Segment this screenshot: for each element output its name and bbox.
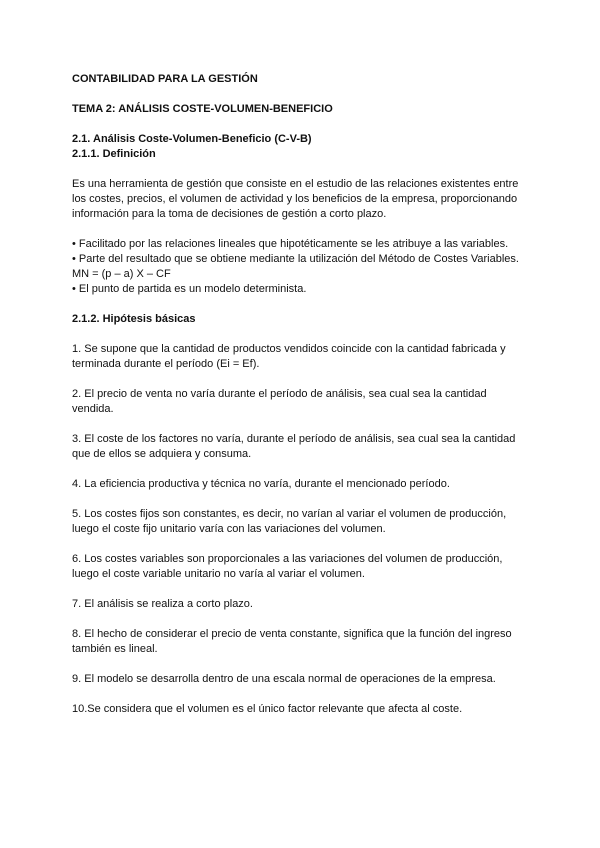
hypothesis-line: 8. El hecho de considerar el precio de venta constante, significa que la función del ingreso xyxy=(72,628,512,640)
hypothesis-line: 2. El precio de venta no varía durante el período de análisis, sea cual sea la cantidad xyxy=(72,388,487,400)
hypothesis-item xyxy=(72,552,532,582)
formula-line: MN = (p – a) X – CF xyxy=(72,268,171,280)
hypothesis-item xyxy=(72,342,532,372)
hypothesis-line: vendida. xyxy=(72,403,114,415)
hypothesis-line: 5. Los costes fijos son constantes, es decir, no varían al variar el volumen de producción, xyxy=(72,508,507,520)
hypothesis-item xyxy=(72,507,532,537)
hypothesis-line: 9. El modelo se desarrolla dentro de una escala normal de operaciones de la empresa. xyxy=(72,673,496,685)
hypothesis-line: 4. La eficiencia productiva y técnica no varía, durante el mencionado período. xyxy=(72,478,450,490)
hypothesis-line: 7. El análisis se realiza a corto plazo. xyxy=(72,598,253,610)
topic-title: TEMA 2: ANÁLISIS COSTE-VOLUMEN-BENEFICIO xyxy=(72,103,333,115)
hypothesis-item xyxy=(72,477,532,492)
hypothesis-item xyxy=(72,432,532,462)
hypothesis-line: 10.Se considera que el volumen es el único factor relevante que afecta al coste. xyxy=(72,703,463,715)
course-title: CONTABILIDAD PARA LA GESTIÓN xyxy=(72,73,258,85)
hypothesis-line: 6. Los costes variables son proporcionales a las variaciones del volumen de producción, xyxy=(72,553,503,565)
hypothesis-line: 3. El coste de los factores no varía, durante el período de análisis, sea cual sea la cantidad xyxy=(72,433,516,445)
definition-line: los costes, precios, el volumen de actividad y los beneficios de la empresa, proporcionando xyxy=(72,193,518,205)
hypothesis-line: que de ellos se adquiera y consuma. xyxy=(72,448,252,460)
definition-bullets xyxy=(72,237,532,297)
hypothesis-item xyxy=(72,387,532,417)
section-title: 2.1. Análisis Coste-Volumen-Beneficio (C-V-B) xyxy=(72,133,312,145)
hypothesis-line: terminada durante el período (Ei = Ef). xyxy=(72,358,260,370)
definition-paragraph xyxy=(72,177,532,222)
bullet-item: • El punto de partida es un modelo determinista. xyxy=(72,283,307,295)
bullet-item: • Parte del resultado que se obtiene mediante la utilización del Método de Costes Variables. xyxy=(72,253,519,265)
subsection-hypotheses-title: 2.1.2. Hipótesis básicas xyxy=(72,313,196,325)
hypothesis-item xyxy=(72,672,532,687)
hypothesis-line: 1. Se supone que la cantidad de productos vendidos coincide con la cantidad fabricada y xyxy=(72,343,506,355)
hypothesis-item xyxy=(72,597,532,612)
definition-line: Es una herramienta de gestión que consiste en el estudio de las relaciones existentes entre xyxy=(72,178,519,190)
hypothesis-item xyxy=(72,702,532,717)
definition-line: información para la toma de decisiones de gestión a corto plazo. xyxy=(72,208,387,220)
bullet-item: • Facilitado por las relaciones lineales que hipotéticamente se les atribuye a las variables. xyxy=(72,238,509,250)
document-page xyxy=(72,72,532,717)
hypothesis-line: también es lineal. xyxy=(72,643,158,655)
hypothesis-line: luego el coste fijo unitario varía con las variaciones del volumen. xyxy=(72,523,386,535)
hypothesis-line: luego el coste variable unitario no varía al variar el volumen. xyxy=(72,568,365,580)
hypothesis-item xyxy=(72,627,532,657)
subsection-definition-title: 2.1.1. Definición xyxy=(72,148,156,160)
